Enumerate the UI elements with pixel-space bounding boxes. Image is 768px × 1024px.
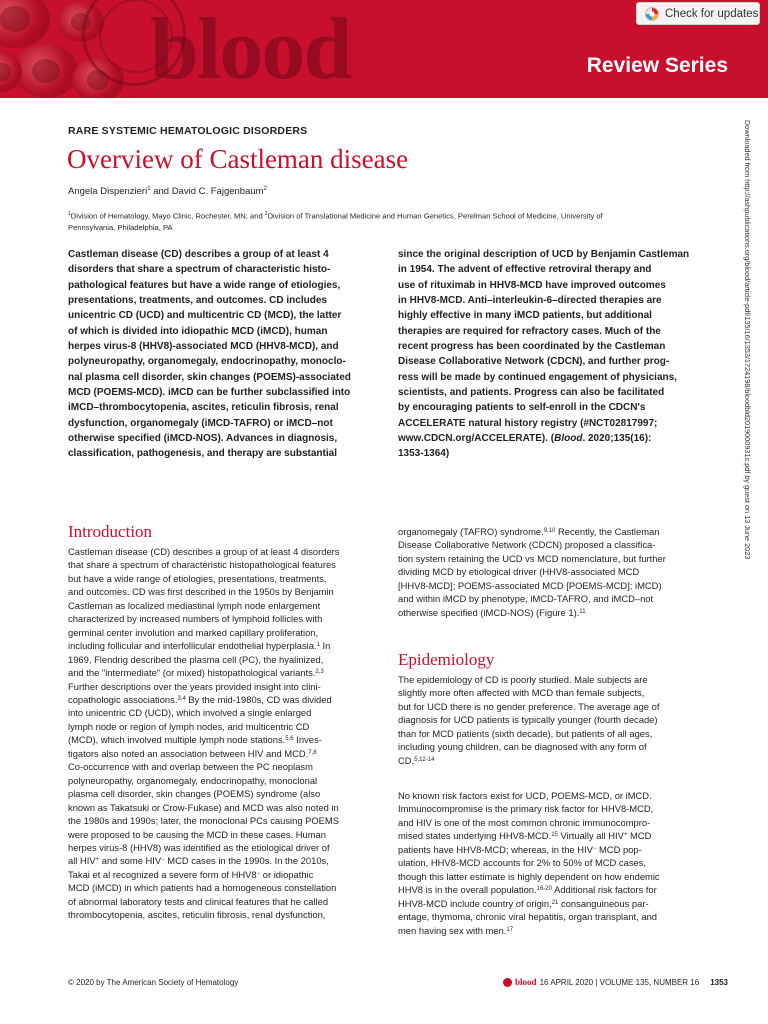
text-line <box>398 843 710 856</box>
text-line <box>398 754 710 767</box>
abstract-line: polyneuropathy, organomegaly, endocrinopathy, monoclo- <box>68 356 346 368</box>
abstract-line: recent progress has been coordinated by the Castleman <box>398 341 666 353</box>
text-segment: including follicular and interfollicular endothelial hyperplasia. <box>68 640 317 652</box>
text-line <box>68 706 378 719</box>
text-line <box>398 924 710 937</box>
text-segment: [HHV8-MCD]; POEMS-associated MCD [POEMS-MCD]; iMCD) <box>398 579 662 591</box>
citation-prefix: ( <box>548 433 555 445</box>
article-title: Overview of Castleman disease <box>67 144 409 174</box>
text-segment: otherwise specified (iMCD-NOS) (Figure 1). <box>398 606 580 618</box>
text-line <box>398 552 710 565</box>
author-list <box>68 186 267 197</box>
introduction-text <box>68 545 378 922</box>
text-segment: organomegaly (TAFRO) syndrome. <box>398 526 544 537</box>
affiliation-marker: 1 <box>68 211 71 217</box>
download-note: Downloaded from http://ashpublications.org/blood/article-pdf/135/16/1353/1724198/bloodbld2019000931c.pdf by guest on 13 June 2023 <box>743 120 752 560</box>
text-line <box>398 700 710 713</box>
text-segment: dividing MCD by etiological driver (HHV8-associated MCD <box>398 566 640 578</box>
reference-superscript[interactable]: − <box>161 857 165 864</box>
text-segment: 1969, Flendrig described the plasma cell (PC), the hyalinized, <box>68 653 324 665</box>
text-line <box>68 585 378 598</box>
abstract-line: MCD (POEMS-MCD). iMCD can be further subclassified into <box>68 387 351 399</box>
text-line <box>398 910 710 923</box>
epidemiology-paragraph-2 <box>398 789 710 937</box>
heading-introduction: Introduction <box>68 522 153 541</box>
text-segment: slightly more often affected with MCD than female subjects, <box>398 687 645 699</box>
text-segment: or idiopathic <box>260 868 314 880</box>
text-line <box>68 868 378 881</box>
abstract-line: therapies are required for refractory cases. Much of the <box>398 325 661 337</box>
text-segment: and within iMCD by phenotype, iMCD-TAFRO, and iMCD–not <box>398 593 654 605</box>
text-segment: though this latter estimate is highly dependent on how endemic <box>398 870 660 882</box>
citation-suffix: . 2020;135(16): <box>582 433 652 445</box>
reference-superscript[interactable]: 7,8 <box>308 749 317 756</box>
text-line <box>68 881 378 894</box>
text-segment: MCD cases in the 1990s. In the 2010s, <box>164 855 329 867</box>
abstract-line: ress will be made by continued engagement of physicians, <box>398 371 677 383</box>
text-line <box>68 828 378 841</box>
text-line <box>398 538 710 551</box>
text-segment: Takai et al recognized a severe form of HHV8 <box>68 868 257 880</box>
footer-copyright: © 2020 by The American Society of Hematology <box>68 978 239 987</box>
text-segment: copathologic associations. <box>68 693 178 705</box>
reference-superscript[interactable]: 2,3 <box>315 669 324 676</box>
text-segment: Immunocompromise is the primary risk factor for HHV8-MCD, <box>398 803 654 815</box>
check-for-updates-label: Check for updates <box>665 7 759 20</box>
text-line <box>68 599 378 612</box>
affiliations <box>68 209 718 233</box>
text-line <box>68 720 378 733</box>
text-line <box>68 653 378 666</box>
series-title: Review Series <box>586 54 728 77</box>
abstract-line: presentations, treatments, and outcomes. CD includes <box>68 295 327 307</box>
text-segment: By the mid-1980s, CD was divided <box>185 693 332 705</box>
text-line <box>398 883 710 896</box>
text-line <box>68 747 378 760</box>
text-segment: The epidemiology of CD is poorly studied. Male subjects are <box>398 674 648 685</box>
text-line <box>68 895 378 908</box>
text-segment: and some HIV <box>99 855 162 867</box>
text-segment: MCD (iMCD) in which patients had a homogeneous constellation <box>68 882 337 894</box>
reference-superscript[interactable]: + <box>623 832 628 839</box>
reference-superscript[interactable]: 3,4 <box>177 695 186 702</box>
text-segment: MCD pop- <box>596 843 642 855</box>
text-line <box>68 787 378 800</box>
text-line <box>68 733 378 746</box>
text-segment: than for MCD patients (sixth decade), but patients of all ages, <box>398 727 653 739</box>
abstract-line: in HHV8-MCD. Anti–interleukin-6–directed therapies are <box>398 295 662 307</box>
text-segment: patients have HHV8-MCD; whereas, in the HIV <box>398 843 593 855</box>
text-segment: lymph node or region of lymph nodes, and multicentric CD <box>68 720 310 732</box>
footer-issue: 16 APRIL 2020 | VOLUME 135, NUMBER 16 <box>539 977 700 987</box>
reference-superscript[interactable]: + <box>95 857 100 864</box>
text-segment: herpes virus-8 (HHV8) was identified as the etiological driver of <box>68 841 330 853</box>
text-line <box>68 814 378 827</box>
abstract-column-1 <box>68 247 376 462</box>
text-line <box>398 816 710 829</box>
reference-superscript[interactable]: 5,6 <box>285 736 294 743</box>
reference-superscript[interactable]: 1 <box>316 642 320 649</box>
text-line <box>68 612 378 625</box>
heading-epidemiology: Epidemiology <box>398 650 495 669</box>
reference-superscript[interactable]: 17 <box>506 926 514 933</box>
text-segment: plasma cell disorder, skin changes (POEMS) syndrome (also <box>68 788 321 800</box>
text-segment: No known risk factors exist for UCD, POEMS-MCD, or iMCD. <box>398 790 652 801</box>
abstract-line: 1353-1364) <box>398 448 450 460</box>
text-line <box>68 801 378 814</box>
abstract-line: classification, pathogenesis, and therapy are substantial <box>68 448 337 460</box>
blood-cell-decoration <box>14 44 78 98</box>
text-segment: that share a spectrum of characteristic histopathological features <box>68 559 336 571</box>
text-segment: diagnosis for UCD patients is typically younger (fourth decade) <box>398 714 658 726</box>
abstract-line: herpes virus-8 (HHV8)-associated MCD (HHV8-MCD), and <box>68 341 339 353</box>
abstract-line <box>398 431 706 446</box>
text-line <box>398 870 710 883</box>
text-segment: mised states underlying HHV8-MCD. <box>398 830 552 842</box>
abstract-line: since the original description of UCD by Benjamin Castleman <box>398 249 690 260</box>
citation-journal: Blood <box>554 433 583 445</box>
text-line <box>398 525 710 538</box>
text-line <box>398 727 710 740</box>
text-line <box>68 639 378 652</box>
affiliation-text: Division of Translational Medicine and Human Genetics, Perelman School of Medicine, University of <box>267 211 603 221</box>
reference-superscript[interactable]: 21 <box>551 899 559 906</box>
text-segment: Further descriptions over the years provided insight into clini- <box>68 680 321 692</box>
reference-superscript[interactable]: − <box>592 845 597 852</box>
crossmark-icon <box>645 7 659 21</box>
abstract-line: use of rituximab in HHV8-MCD have improved outcomes <box>398 279 666 291</box>
abstract-column-2 <box>398 247 706 462</box>
text-line <box>398 579 710 592</box>
abstract-line: nal plasma cell disorder, skin changes (POEMS)-associated <box>68 371 351 383</box>
text-segment: thrombocytopenia, ascites, reticulin fibrosis, renal dysfunction, <box>68 909 326 921</box>
affiliation-marker: 2 <box>263 186 267 192</box>
text-segment: but have a wide range of etiologies, presentations, treatments, <box>68 572 327 584</box>
reference-superscript[interactable]: 16-20 <box>536 886 552 893</box>
text-segment: all HIV <box>68 855 96 867</box>
text-segment: and HIV is one of the most common chronic immunocompro- <box>398 816 651 828</box>
abstract-line: scientists, and patients. Progress can also be facilitated <box>398 387 665 399</box>
text-segment: and the "intermediate" (or mixed) histopathological variants. <box>68 667 316 679</box>
text-segment: (MCD), which involved multiple lymph node stations. <box>68 734 286 746</box>
abstract-line: disorders that share a spectrum of characteristic histo- <box>68 264 331 276</box>
text-line <box>68 626 378 639</box>
text-line <box>398 740 710 753</box>
text-line <box>68 558 378 571</box>
abstract-line: pathological features but have a wide range of etiologies, <box>68 279 341 291</box>
text-line <box>68 841 378 854</box>
text-segment: Disease Collaborative Network (CDCN) proposed a classifica- <box>398 539 656 551</box>
text-line <box>68 693 378 706</box>
text-segment: and outcomes. CD was first described in the 1950s by Benjamin <box>68 586 334 598</box>
text-segment: were proposed to be causing the MCD in these cases. Human <box>68 828 326 840</box>
text-line <box>68 908 378 921</box>
text-segment: characterized by increased numbers of lymphoid follicles with <box>68 613 323 625</box>
abstract-line: of which is divided into idiopathic MCD (iMCD), human <box>68 325 328 337</box>
abstract-line: by encouraging patients to self-enroll in the CDCN's <box>398 402 646 414</box>
text-line <box>398 565 710 578</box>
footer-issue-info <box>503 977 728 987</box>
abstract-line: Disease Collaborative Network (CDCN), and further prog- <box>398 356 670 368</box>
text-segment: In <box>319 640 331 652</box>
text-line <box>68 854 378 867</box>
section-label: RARE SYSTEMIC HEMATOLOGIC DISORDERS <box>68 125 308 137</box>
text-line <box>398 789 710 802</box>
blood-cell-decoration <box>0 0 50 48</box>
text-segment: into unicentric CD (UCD), which involved a single enlarged <box>68 707 312 719</box>
abstract-line: ACCELERATE natural history registry (#NCT02817997; <box>398 417 658 429</box>
journal-logo: blood <box>150 1 351 98</box>
abstract-line: dysfunction, organomegaly (iMCD-TAFRO) or iMCD–not <box>68 417 333 429</box>
epidemiology-paragraph-1 <box>398 673 710 767</box>
text-segment: tigators also noted an association between HIV and MCD. <box>68 747 309 759</box>
text-segment: consanguineous par- <box>558 897 649 909</box>
author-name[interactable]: and David C. Fajgenbaum <box>150 186 264 198</box>
text-line <box>68 545 378 558</box>
blood-drop-icon <box>503 978 512 987</box>
reference-superscript[interactable]: 5,12-14 <box>414 756 435 763</box>
introduction-text-continued <box>398 525 710 619</box>
text-segment: the 1980s and 1990s; later, the monoclonal PCs causing POEMS <box>68 815 339 827</box>
text-segment: including young children, can be diagnosed with any form of <box>398 741 647 753</box>
text-segment: but for UCD there is no gender preference. The average age of <box>398 700 660 712</box>
affiliation-marker: 1 <box>147 186 151 192</box>
text-line <box>68 680 378 693</box>
text-line <box>68 666 378 679</box>
text-segment: known as Takatsuki or Crow-Fukase) and MCD was also noted in <box>68 801 339 813</box>
text-line <box>398 802 710 815</box>
text-segment: polyneuropathy, organomegaly, endocrinopathy, monoclonal <box>68 774 318 786</box>
text-segment: Inves- <box>293 734 322 746</box>
text-segment: of abnormal laboratory tests and clinical features that he called <box>68 895 329 907</box>
text-line <box>398 606 710 619</box>
reference-superscript[interactable]: 11 <box>579 608 586 615</box>
text-segment: Co-occurrence with and overlap between the PC neoplasm <box>68 761 313 773</box>
text-segment: Virtually all HIV <box>557 830 624 842</box>
text-segment: tion system retaining the UCD vs MCD nomenclature, but further <box>398 552 666 564</box>
text-segment: HHV8-MCD include country of origin, <box>398 897 552 909</box>
text-line <box>398 592 710 605</box>
page-number: 1353 <box>710 977 728 987</box>
abstract-line: Castleman disease (CD) describes a group of at least 4 <box>68 249 329 260</box>
text-segment: germinal center involution and marked capillary proliferation, <box>68 626 319 638</box>
affiliation-text: Division of Hematology, Mayo Clinic, Rochester, MN; and <box>70 211 265 221</box>
text-segment: entage, thymoma, chronic viral hepatitis, organ transplant, and <box>398 911 657 923</box>
affiliation-marker: 2 <box>264 211 268 217</box>
author-name[interactable]: Angela Dispenzieri <box>68 186 148 198</box>
text-segment: ulation, HHV8-MCD accounts for 2% to 50% of MCD cases, <box>398 857 647 869</box>
text-segment: Additional risk factors for <box>551 884 657 896</box>
text-line <box>398 897 710 910</box>
reference-superscript[interactable]: 15 <box>551 832 558 839</box>
abstract-line: unicentric CD (UCD) and multicentric CD (MCD), the latter <box>68 310 342 322</box>
text-segment: Recently, the Castleman <box>555 526 660 537</box>
check-for-updates-button[interactable] <box>636 2 760 25</box>
abstract-line: otherwise specified (iMCD-NOS). Advances in diagnosis, <box>68 433 338 445</box>
affiliation-text: Pennsylvania, Philadelphia, PA <box>68 222 173 232</box>
text-line <box>398 673 710 686</box>
text-line <box>398 686 710 699</box>
text-line <box>68 572 378 585</box>
text-line <box>398 856 710 869</box>
text-line <box>398 829 710 842</box>
text-segment: Castleman as localized mediastinal lymph node enlargement <box>68 599 321 611</box>
footer-brand: blood <box>515 977 537 987</box>
text-segment: HHV8 is in the overall population. <box>398 884 537 896</box>
text-segment: men having sex with men. <box>398 924 507 936</box>
text-segment: MCD <box>627 830 652 842</box>
abstract-line: iMCD–thrombocytopenia, ascites, reticulin fibrosis, renal <box>68 402 339 414</box>
text-line <box>68 774 378 787</box>
reference-superscript[interactable]: − <box>256 870 261 877</box>
reference-superscript[interactable]: 9,10 <box>543 528 556 534</box>
text-segment: CD. <box>398 754 415 766</box>
text-line <box>68 760 378 773</box>
abstract-line: in 1954. The advent of effective retroviral therapy and <box>398 264 652 276</box>
abstract-line: highly effective in many iMCD patients, but additional <box>398 310 652 322</box>
download-watermark <box>740 120 754 820</box>
text-line <box>398 713 710 726</box>
text-segment: Castleman disease (CD) describes a group of at least 4 disorders <box>68 546 340 557</box>
registry-link[interactable]: www.CDCN.org/ACCELERATE). <box>398 433 548 445</box>
